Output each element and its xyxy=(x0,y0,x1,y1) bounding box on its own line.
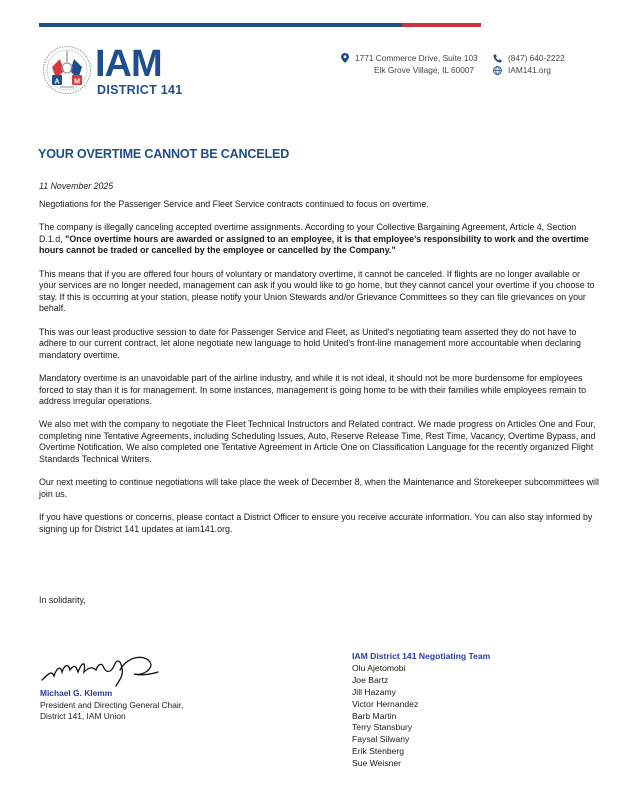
team-member: Sue Weisner xyxy=(352,758,402,769)
signer-name: Michael G. Klemm xyxy=(40,688,113,698)
paragraph-1: Negotiations for the Passenger Service and Fleet Service contracts continued to focus on overtime. xyxy=(39,199,429,209)
team-title: IAM District 141 Negotiating Team xyxy=(352,651,491,661)
signer-title-line-2: District 141, IAM Union xyxy=(40,711,126,721)
header-color-bar xyxy=(39,23,481,27)
website-link[interactable]: IAM141.org xyxy=(508,65,551,75)
location-pin-icon xyxy=(340,53,349,63)
team-member: Faysal Silwany xyxy=(352,734,410,745)
paragraph-7: Our next meeting to continue negotiations will take place the week of December 8, when the Maintenance and Storekeeper subcommittees will join us. xyxy=(39,477,599,499)
address-line-1: 1771 Commerce Drive, Suite 103 xyxy=(355,53,478,63)
svg-text:A: A xyxy=(54,78,60,86)
signer-title-line-1: President and Directing General Chair, xyxy=(40,699,184,710)
letter-date: 11 November 2025 xyxy=(39,181,114,191)
signer-block xyxy=(40,688,183,723)
paragraph-2-intro: The company is illegally canceling accepted overtime assignments. According to your Collective Bargaining Agreement, Article 4, Section D.1.d, xyxy=(39,222,577,244)
team-member: Terry Stansbury xyxy=(352,722,413,733)
team-member: Joe Bartz xyxy=(352,674,389,685)
team-member: Victor Hernandez xyxy=(352,698,419,709)
iam-seal-icon xyxy=(42,45,92,95)
paragraph-3: This means that if you are offered four hours of voluntary or mandatory overtime, it cannot be canceled. If flights are no longer available or your services are no longer needed, management can ask if you would like to go home, but they cannot cancel your overtime if you choose to stay. If this is occurring at your station, please notify your Union Stewards and/or Grievance Committees so they can file grievances on your behalf. xyxy=(39,268,595,314)
address-line-2: Elk Grove Village, IL 60007 xyxy=(374,65,475,75)
phone-icon xyxy=(493,53,502,63)
paragraph-5: Mandatory overtime is an unavoidable part of the airline industry, and while it is not ideal, it should not be more burdensome for employees forced to stay than it is for management. In some instances, management is going home to be with their families while employees remain to address irregular operations. xyxy=(39,372,587,407)
paragraph-6: We also met with the company to negotiate the Fleet Technical Instructors and Related contract. We made progress on Articles One and Four, completing nine Tentative Agreements, including Scheduling Issues, Auto, Reserve Release Time, Rest Time, Vacancy, Overtime Bypass, and Overtime Notification. We also completed one Tentative Agreement in Article One on Classification Language for the recently organized Flight Standards Technical Writers. xyxy=(39,419,596,465)
closing-salutation: In solidarity, xyxy=(39,595,86,605)
iam-wordmark: IAM xyxy=(95,43,162,85)
globe-icon xyxy=(493,65,502,75)
header-bar-blue xyxy=(39,23,402,27)
paragraph-2 xyxy=(39,222,599,257)
team-member: Jill Hazamy xyxy=(352,686,396,697)
paragraph-8: If you have questions or concerns, please contact a District Officer to ensure you receive accurate information. You can also stay informed by signing up for District 141 updates at iam141.org. xyxy=(39,512,593,534)
phone-number[interactable]: (847) 640-2222 xyxy=(508,53,565,63)
iam-logo xyxy=(42,45,192,115)
contract-quote: "Once overtime hours are awarded or assigned to an employee, it is that employee's responsibility to work and the overtime hours cannot be traded or cancelled by the employee or cancelled by the Company." xyxy=(39,233,589,256)
svg-text:M: M xyxy=(74,78,80,86)
signature-image xyxy=(40,650,170,688)
header-bar-red xyxy=(402,23,481,27)
letter-title: YOUR OVERTIME CANNOT BE CANCELED xyxy=(38,147,290,161)
negotiating-team-block xyxy=(352,651,490,770)
district-subtitle: DISTRICT 141 xyxy=(97,83,183,97)
paragraph-4: This was our least productive session to date for Passenger Service and Fleet, as United's negotiating team asserted they do not have to adhere to our current contract, let alone negotiate new language to hold United's front-line management more accountable when declaring mandatory overtime. xyxy=(39,326,581,360)
team-member: Barb Martin xyxy=(352,710,397,721)
contact-block xyxy=(493,52,565,76)
address-block xyxy=(340,52,478,76)
team-member: Olu Ajetomobi xyxy=(352,662,406,673)
letter-body xyxy=(39,199,599,547)
team-member: Erik Stenberg xyxy=(352,746,405,757)
